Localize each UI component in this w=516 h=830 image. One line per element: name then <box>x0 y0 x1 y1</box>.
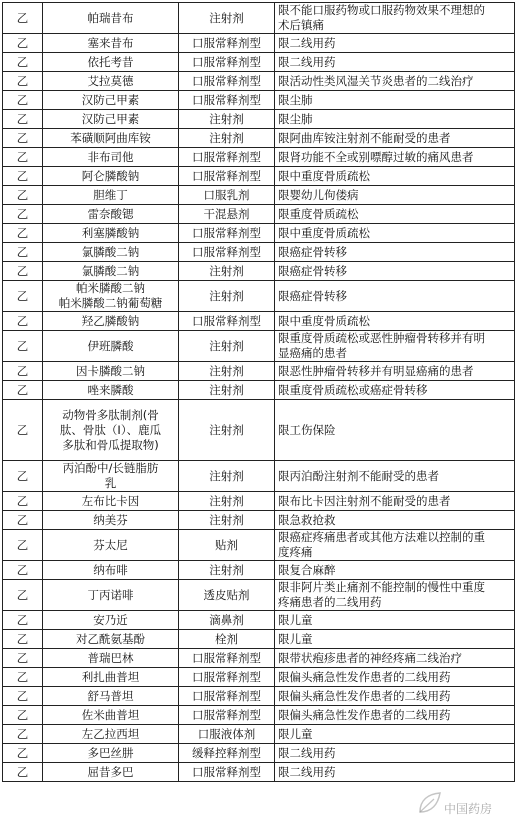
drug-name-line: 丁丙诺啡 <box>87 587 134 602</box>
dosage-form-cell: 注射剂 <box>179 492 275 511</box>
table-row <box>3 649 515 668</box>
drug-name-line: 肽、骨肽（Ⅰ）、鹿瓜 <box>59 422 162 437</box>
dosage-form-cell: 注射剂 <box>179 362 275 381</box>
category-cell: 乙 <box>3 110 43 129</box>
drug-name-cell <box>43 400 179 461</box>
category-cell: 乙 <box>3 668 43 687</box>
drug-name-cell <box>43 53 179 72</box>
category-cell: 乙 <box>3 312 43 331</box>
restriction-cell <box>275 91 515 110</box>
restriction-line: 限偏头痛急性发作患者的二线用药 <box>278 688 451 703</box>
restriction-line: 术后镇痛 <box>278 18 324 32</box>
drug-name-cell <box>43 561 179 580</box>
table-row <box>3 72 515 91</box>
drug-name-line: 屈昔多巴 <box>87 764 134 779</box>
restriction-cell <box>275 224 515 243</box>
category-cell: 乙 <box>3 630 43 649</box>
table-row <box>3 186 515 205</box>
restriction-cell <box>275 706 515 725</box>
leaf-icon <box>414 788 444 818</box>
restriction-cell <box>275 668 515 687</box>
restriction-cell <box>275 611 515 630</box>
category-cell: 乙 <box>3 461 43 492</box>
restriction-line: 限婴幼儿佝偻病 <box>278 187 359 202</box>
drug-name-cell <box>43 744 179 763</box>
restriction-line: 限急救抢救 <box>278 512 336 527</box>
drug-name-line: 伊班膦酸 <box>87 338 134 353</box>
drug-name-line: 纳美芬 <box>93 512 128 527</box>
restriction-line: 度疼痛 <box>278 545 313 559</box>
restriction-cell <box>275 262 515 281</box>
category-cell: 乙 <box>3 530 43 561</box>
dosage-form-cell: 注射剂 <box>179 461 275 492</box>
restriction-cell <box>275 312 515 331</box>
category-cell: 乙 <box>3 281 43 312</box>
restriction-line: 限儿童 <box>278 631 313 646</box>
drug-name-cell <box>43 167 179 186</box>
dosage-form-cell: 口服常释剂型 <box>179 687 275 706</box>
drug-name-line: 利扎曲普坦 <box>81 669 140 684</box>
drug-name-line: 因卡膦酸二钠 <box>76 363 145 378</box>
table-row <box>3 687 515 706</box>
category-cell: 乙 <box>3 744 43 763</box>
restriction-line: 限中重度骨质疏松 <box>278 168 370 183</box>
drug-name-line: 塞来昔布 <box>87 35 134 50</box>
dosage-form-cell: 口服常释剂型 <box>179 167 275 186</box>
category-cell: 乙 <box>3 186 43 205</box>
dosage-form-cell: 口服常释剂型 <box>179 34 275 53</box>
drug-name-cell <box>43 72 179 91</box>
dosage-form-cell: 缓释控释剂型 <box>179 744 275 763</box>
dosage-form-cell: 口服常释剂型 <box>179 243 275 262</box>
drug-name-line: 唑来膦酸 <box>87 382 134 397</box>
restriction-line: 显癌痛的患者 <box>278 346 347 360</box>
dosage-form-cell: 干混悬剂 <box>179 205 275 224</box>
restriction-line: 限重度骨质疏松或恶性肿瘤骨转移并有明 <box>278 331 485 345</box>
drug-name-cell <box>43 362 179 381</box>
restriction-cell <box>275 281 515 312</box>
drug-name-line: 芬太尼 <box>93 537 128 552</box>
drug-name-line: 汉防己甲素 <box>81 111 140 126</box>
dosage-form-cell: 注射剂 <box>179 262 275 281</box>
drug-name-line: 阿仑膦酸钠 <box>81 168 140 183</box>
restriction-line: 限重度骨质疏松 <box>278 206 359 221</box>
table-row <box>3 492 515 511</box>
category-cell: 乙 <box>3 687 43 706</box>
table-row <box>3 3 515 34</box>
category-cell: 乙 <box>3 511 43 530</box>
drug-name-cell <box>43 381 179 400</box>
category-cell: 乙 <box>3 763 43 782</box>
drug-name-line: 羟乙膦酸钠 <box>81 313 140 328</box>
restriction-line: 限儿童 <box>278 726 313 741</box>
dosage-form-cell: 透皮贴剂 <box>179 580 275 611</box>
drug-name-line: 非布司他 <box>87 149 134 164</box>
category-cell: 乙 <box>3 91 43 110</box>
dosage-form-cell: 口服常释剂型 <box>179 53 275 72</box>
drug-name-cell <box>43 492 179 511</box>
dosage-form-cell: 口服常释剂型 <box>179 148 275 167</box>
drug-name-cell <box>43 649 179 668</box>
restriction-cell <box>275 72 515 91</box>
table-row <box>3 611 515 630</box>
table-row <box>3 763 515 782</box>
dosage-form-cell: 口服乳剂 <box>179 186 275 205</box>
drug-name-cell <box>43 110 179 129</box>
drug-name-cell <box>43 205 179 224</box>
restriction-cell <box>275 630 515 649</box>
category-cell: 乙 <box>3 362 43 381</box>
restriction-cell <box>275 530 515 561</box>
drug-name-cell <box>43 312 179 331</box>
table-row <box>3 706 515 725</box>
restriction-line: 限二线用药 <box>278 745 336 760</box>
watermark-logo <box>414 788 510 822</box>
category-cell: 乙 <box>3 262 43 281</box>
restriction-line: 限癌症骨转移 <box>278 244 347 259</box>
dosage-form-cell: 注射剂 <box>179 331 275 362</box>
table-row <box>3 744 515 763</box>
dosage-form-cell: 口服常释剂型 <box>179 649 275 668</box>
restriction-line: 限二线用药 <box>278 35 336 50</box>
drug-name-line: 左乙拉西坦 <box>81 726 140 741</box>
dosage-form-cell: 口服常释剂型 <box>179 72 275 91</box>
table-row <box>3 511 515 530</box>
dosage-form-cell: 注射剂 <box>179 511 275 530</box>
drug-name-cell <box>43 186 179 205</box>
dosage-form-cell: 注射剂 <box>179 129 275 148</box>
category-cell: 乙 <box>3 3 43 34</box>
restriction-cell <box>275 461 515 492</box>
drug-name-line: 氯膦酸二钠 <box>81 244 140 259</box>
restriction-cell <box>275 492 515 511</box>
drug-name-cell <box>43 706 179 725</box>
restriction-line: 限复合麻醉 <box>278 562 336 577</box>
restriction-line: 限尘肺 <box>278 92 313 107</box>
drug-name-cell <box>43 331 179 362</box>
dosage-form-cell: 注射剂 <box>179 281 275 312</box>
restriction-line: 限丙泊酚注射剂不能耐受的患者 <box>278 468 439 483</box>
restriction-line: 限癌症骨转移 <box>278 263 347 278</box>
table-row <box>3 630 515 649</box>
restriction-cell <box>275 580 515 611</box>
table-row <box>3 262 515 281</box>
restriction-line: 限布比卡因注射剂不能耐受的患者 <box>278 493 451 508</box>
table-row <box>3 205 515 224</box>
restriction-line: 限二线用药 <box>278 764 336 779</box>
restriction-cell <box>275 148 515 167</box>
drug-name-line: 多巴丝肼 <box>87 745 134 760</box>
table-row <box>3 91 515 110</box>
restriction-line: 限尘肺 <box>278 111 313 126</box>
dosage-form-cell: 口服常释剂型 <box>179 706 275 725</box>
category-cell: 乙 <box>3 400 43 461</box>
drug-name-line: 利塞膦酸钠 <box>81 225 140 240</box>
dosage-form-cell: 口服常释剂型 <box>179 91 275 110</box>
drug-name-cell <box>43 91 179 110</box>
dosage-form-cell: 口服常释剂型 <box>179 312 275 331</box>
table-body <box>3 3 515 782</box>
category-cell: 乙 <box>3 580 43 611</box>
drug-name-cell <box>43 243 179 262</box>
table-row <box>3 668 515 687</box>
dosage-form-cell: 注射剂 <box>179 561 275 580</box>
drug-name-line: 动物骨多肽制剂(骨 <box>62 407 159 422</box>
restriction-cell <box>275 763 515 782</box>
category-cell: 乙 <box>3 148 43 167</box>
table-row <box>3 110 515 129</box>
table-row <box>3 381 515 400</box>
dosage-form-cell: 口服常释剂型 <box>179 224 275 243</box>
drug-name-line: 舒马普坦 <box>87 688 134 703</box>
table-row <box>3 331 515 362</box>
category-cell: 乙 <box>3 649 43 668</box>
restriction-line: 限重度骨质疏松或癌症骨转移 <box>278 382 428 397</box>
dosage-form-cell: 口服常释剂型 <box>179 763 275 782</box>
category-cell: 乙 <box>3 53 43 72</box>
table-row <box>3 530 515 561</box>
restriction-cell <box>275 205 515 224</box>
drug-name-cell <box>43 511 179 530</box>
category-cell: 乙 <box>3 725 43 744</box>
restriction-cell <box>275 186 515 205</box>
restriction-cell <box>275 744 515 763</box>
drug-name-cell <box>43 630 179 649</box>
drug-name-cell <box>43 224 179 243</box>
restriction-line: 限工伤保险 <box>278 422 336 437</box>
drug-name-line: 纳布啡 <box>93 562 128 577</box>
table-row <box>3 461 515 492</box>
restriction-line: 限中重度骨质疏松 <box>278 313 370 328</box>
category-cell: 乙 <box>3 224 43 243</box>
drug-name-line: 胆维丁 <box>93 187 128 202</box>
dosage-form-cell: 注射剂 <box>179 3 275 34</box>
drug-name-cell <box>43 580 179 611</box>
drug-name-line: 普瑞巴林 <box>87 650 134 665</box>
restriction-line: 限癌症疼痛患者或其他方法难以控制的重 <box>278 530 485 544</box>
table-row <box>3 243 515 262</box>
dosage-form-cell: 注射剂 <box>179 381 275 400</box>
restriction-cell <box>275 362 515 381</box>
restriction-cell <box>275 3 515 34</box>
restriction-cell <box>275 331 515 362</box>
drug-name-cell <box>43 763 179 782</box>
category-cell: 乙 <box>3 205 43 224</box>
restriction-cell <box>275 110 515 129</box>
dosage-form-cell: 口服常释剂型 <box>179 668 275 687</box>
restriction-cell <box>275 53 515 72</box>
restriction-line: 限中重度骨质疏松 <box>278 225 370 240</box>
table-row <box>3 400 515 461</box>
drug-name-line: 对乙酰氨基酚 <box>76 631 145 646</box>
restriction-cell <box>275 34 515 53</box>
category-cell: 乙 <box>3 331 43 362</box>
drug-name-line: 安乃近 <box>93 612 128 627</box>
restriction-line: 限癌症骨转移 <box>278 288 347 303</box>
drug-name-cell <box>43 34 179 53</box>
drug-name-cell <box>43 725 179 744</box>
table-row <box>3 281 515 312</box>
drug-name-line: 多肽和骨瓜提取物) <box>62 437 159 452</box>
restriction-cell <box>275 381 515 400</box>
drug-name-line: 丙泊酚中/长链脂肪 <box>62 461 159 475</box>
drug-name-cell <box>43 148 179 167</box>
category-cell: 乙 <box>3 381 43 400</box>
table-row <box>3 53 515 72</box>
watermark-text: 中国药房 <box>444 802 493 816</box>
drug-name-line: 苯磺顺阿曲库铵 <box>70 130 151 145</box>
drug-name-cell <box>43 3 179 34</box>
restriction-line: 限偏头痛急性发作患者的二线用药 <box>278 669 451 684</box>
restriction-line: 疼痛患者的二线用药 <box>278 595 382 609</box>
restriction-line: 限二线用药 <box>278 54 336 69</box>
restriction-line: 限偏头痛急性发作患者的二线用药 <box>278 707 451 722</box>
drug-name-cell <box>43 530 179 561</box>
restriction-cell <box>275 511 515 530</box>
dosage-form-cell: 注射剂 <box>179 400 275 461</box>
table-row <box>3 148 515 167</box>
dosage-form-cell: 注射剂 <box>179 110 275 129</box>
restriction-cell <box>275 649 515 668</box>
table-row <box>3 580 515 611</box>
drug-name-line: 汉防己甲素 <box>81 92 140 107</box>
drug-name-line: 帕瑞昔布 <box>87 10 134 25</box>
table-row <box>3 129 515 148</box>
restriction-line: 限不能口服药物或口服药物效果不理想的 <box>278 3 485 17</box>
category-cell: 乙 <box>3 72 43 91</box>
drug-name-line: 雷奈酸锶 <box>87 206 134 221</box>
drug-name-line: 帕米膦酸二钠 <box>76 281 145 295</box>
dosage-form-cell: 口服液体剂 <box>179 725 275 744</box>
table-row <box>3 312 515 331</box>
table-row <box>3 362 515 381</box>
restriction-line: 限阿曲库铵注射剂不能耐受的患者 <box>278 130 451 145</box>
restriction-cell <box>275 243 515 262</box>
restriction-line: 限带状疱疹患者的神经疼痛二线治疗 <box>278 650 462 665</box>
drug-name-cell <box>43 461 179 492</box>
drug-name-line: 佐米曲普坦 <box>81 707 140 722</box>
category-cell: 乙 <box>3 243 43 262</box>
drug-name-cell <box>43 262 179 281</box>
table-row <box>3 167 515 186</box>
dosage-form-cell: 栓剂 <box>179 630 275 649</box>
dosage-form-cell: 贴剂 <box>179 530 275 561</box>
restriction-cell <box>275 687 515 706</box>
drug-name-cell <box>43 611 179 630</box>
category-cell: 乙 <box>3 611 43 630</box>
restriction-cell <box>275 561 515 580</box>
category-cell: 乙 <box>3 706 43 725</box>
restriction-line: 限活动性类风湿关节炎患者的二线治疗 <box>278 73 474 88</box>
restriction-cell <box>275 725 515 744</box>
drug-name-line: 依托考昔 <box>87 54 134 69</box>
category-cell: 乙 <box>3 129 43 148</box>
table-row <box>3 34 515 53</box>
restriction-line: 限儿童 <box>278 612 313 627</box>
category-cell: 乙 <box>3 492 43 511</box>
restriction-line: 限肾功能不全或别嘌醇过敏的痛风患者 <box>278 149 474 164</box>
restriction-cell <box>275 400 515 461</box>
drug-name-cell <box>43 129 179 148</box>
restriction-cell <box>275 167 515 186</box>
drug-name-line: 左布比卡因 <box>81 493 140 508</box>
drug-restriction-table <box>2 2 515 782</box>
table-row <box>3 561 515 580</box>
category-cell: 乙 <box>3 561 43 580</box>
restriction-cell <box>275 129 515 148</box>
drug-name-cell <box>43 281 179 312</box>
drug-name-line: 氯膦酸二钠 <box>81 263 140 278</box>
dosage-form-cell: 滴鼻剂 <box>179 611 275 630</box>
restriction-line: 限恶性肿瘤骨转移并有明显癌痛的患者 <box>278 363 474 378</box>
table-row <box>3 224 515 243</box>
drug-name-cell <box>43 668 179 687</box>
table-row <box>3 725 515 744</box>
category-cell: 乙 <box>3 34 43 53</box>
drug-name-line: 乳 <box>104 476 117 490</box>
drug-name-line: 帕米膦酸二钠葡萄糖 <box>58 296 163 310</box>
drug-name-cell <box>43 687 179 706</box>
drug-name-line: 艾拉莫德 <box>87 73 134 88</box>
restriction-line: 限非阿片类止痛剂不能控制的慢性中重度 <box>278 580 485 594</box>
category-cell: 乙 <box>3 167 43 186</box>
